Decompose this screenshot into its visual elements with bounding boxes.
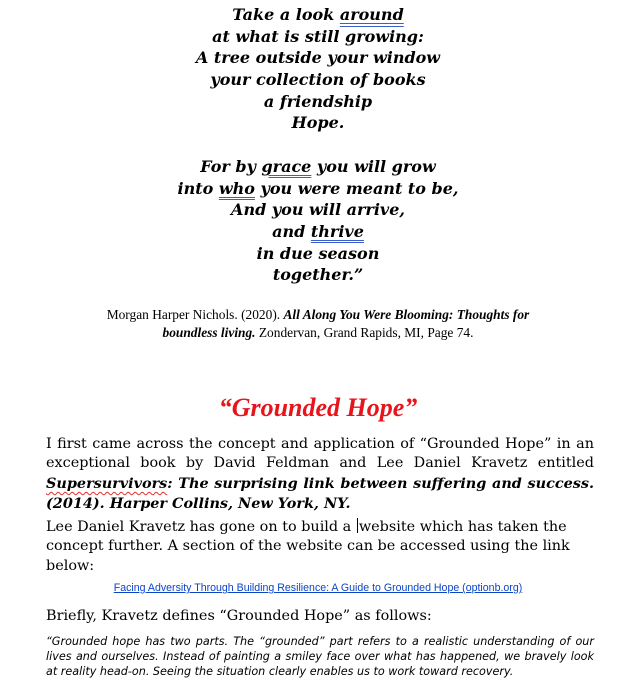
paragraph-website xyxy=(46,518,594,576)
poem-line-5: a friendship xyxy=(263,91,373,111)
poem-line-12: together.” xyxy=(272,265,364,285)
text-cursor xyxy=(357,518,358,533)
poem-underlined-word: who xyxy=(218,178,255,198)
citation-line-1 xyxy=(0,306,636,324)
citation-line-2 xyxy=(0,324,636,342)
stanza-break xyxy=(0,134,636,156)
poem-underlined-word: grace xyxy=(261,156,312,176)
paragraph-text: I first came across the concept and application of “Grounded Hope” in an exceptional book by David Feldman and Lee Daniel Kravetz entitled xyxy=(46,436,594,472)
poem-line-3: A tree outside your window xyxy=(195,48,441,68)
citation-title: All Along You Were Blooming: Thoughts for xyxy=(283,307,530,322)
poem-line-2: at what is still growing: xyxy=(212,26,424,46)
poem-line-7 xyxy=(0,156,636,178)
paragraph-definition: Briefly, Kravetz defines “Grounded Hope” as follows: xyxy=(46,608,432,624)
poem-text: you will grow xyxy=(311,156,436,176)
paragraph-intro xyxy=(46,435,594,515)
poem-text: Take a look xyxy=(232,5,340,24)
poem-line-6: Hope. xyxy=(291,113,345,133)
poem-line-8 xyxy=(0,178,636,200)
poem-line-9: And you will arrive, xyxy=(231,200,405,220)
poem-block xyxy=(0,4,636,286)
poem-line-11: in due season xyxy=(256,243,380,263)
citation-title: boundless living. xyxy=(162,325,256,340)
citation xyxy=(0,306,636,342)
book-title: Supersurvivors xyxy=(46,474,168,492)
poem-text: For by xyxy=(200,156,262,176)
poem-underlined-word: around xyxy=(339,5,404,24)
citation-author: Morgan Harper Nichols. (2020). xyxy=(106,307,284,322)
citation-publisher: Zondervan, Grand Rapids, MI, Page 74. xyxy=(255,325,474,340)
poem-text: and xyxy=(272,221,311,241)
poem-text: you were meant to be, xyxy=(254,178,459,198)
poem-text: into xyxy=(177,178,219,198)
poem-line-10 xyxy=(0,221,636,243)
section-heading: “Grounded Hope” xyxy=(218,393,418,422)
paragraph-text: Lee Daniel Kravetz has gone on to build a xyxy=(46,519,356,535)
paragraph-text: website which has taken the concept further. A section of the website can be accessed using the link below: xyxy=(46,519,570,574)
poem-line-1 xyxy=(0,4,636,26)
resource-link[interactable]: Facing Adversity Through Building Resilience: A Guide to Grounded Hope (optionb.org) xyxy=(113,582,523,594)
poem-underlined-word: thrive xyxy=(310,221,364,241)
definition-quote: “Grounded hope has two parts. The “grounded” part refers to a realistic understanding of our lives and ourselves. Instead of painting a smiley face over what has happened, we bravely look at reality head-on. Seeing the situation clearly enables us to work toward recovery. xyxy=(46,635,594,679)
book-subtitle: : The surprising link between suffering and success. (2014). Harper Collins, New York, NY. xyxy=(46,474,594,513)
poem-line-4: your collection of books xyxy=(210,70,426,90)
